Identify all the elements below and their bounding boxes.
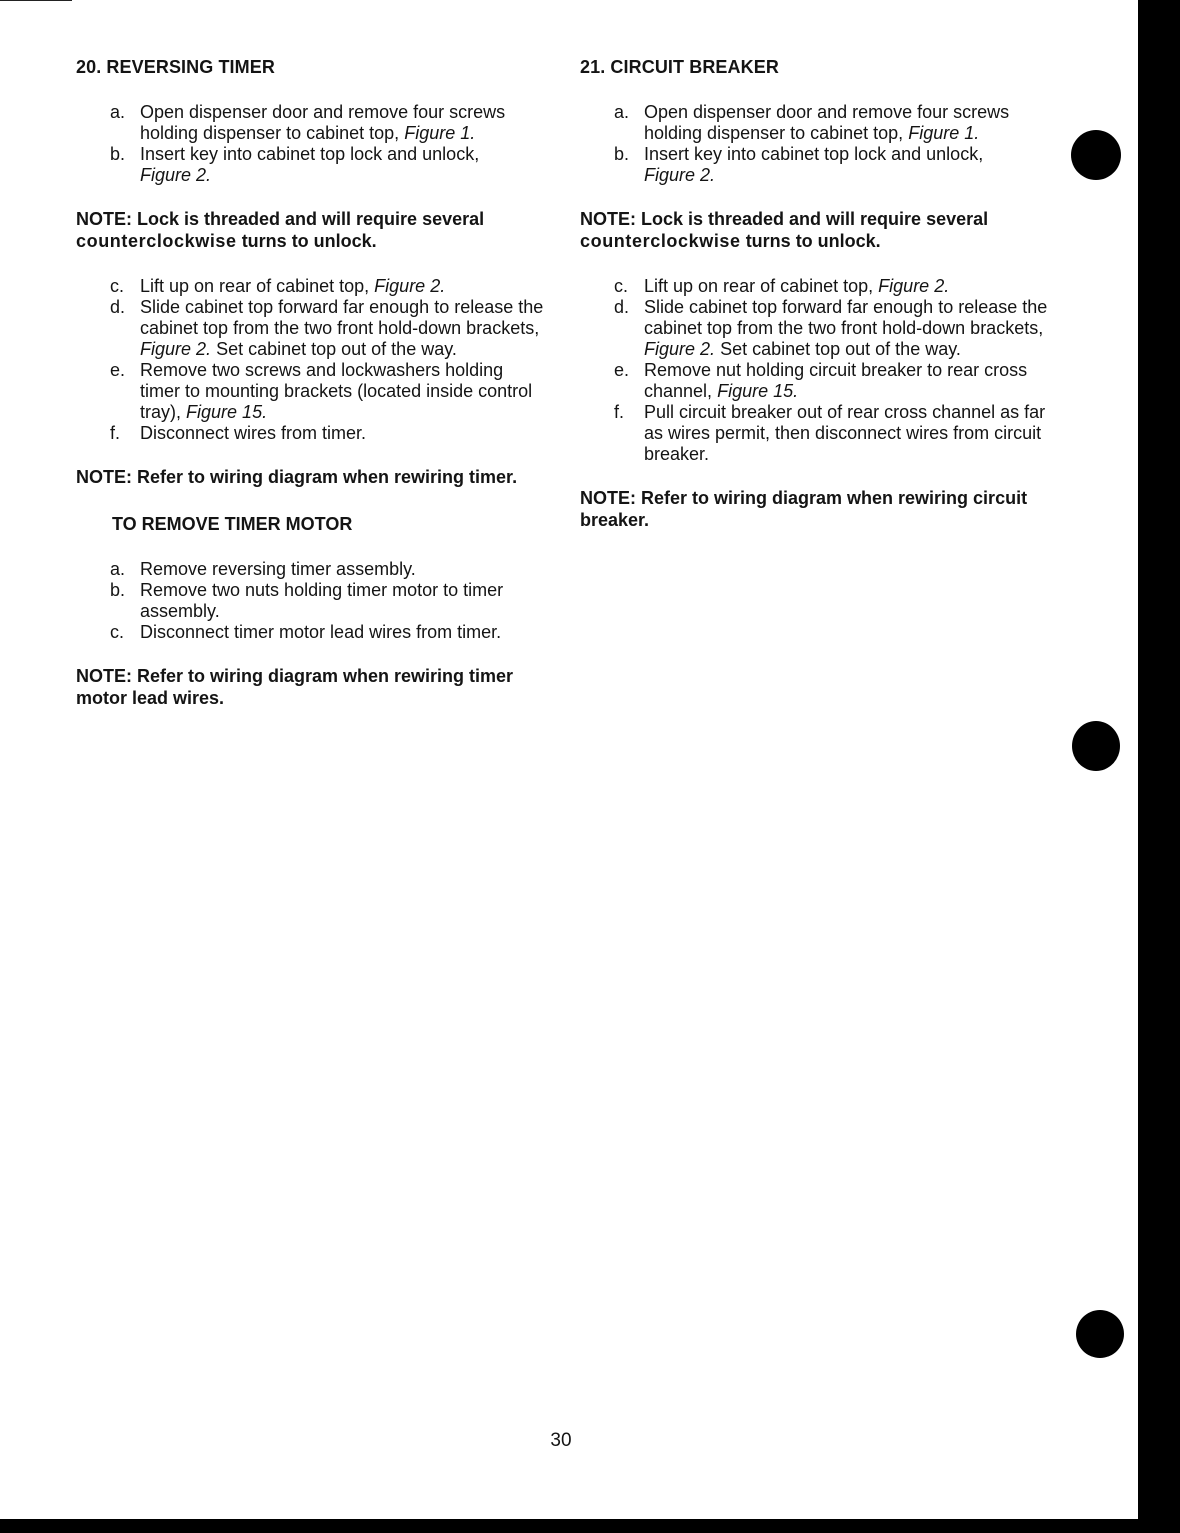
list-item: a. Open dispenser door and remove four screws holding dispenser to cabinet top, Figure 1. (110, 102, 506, 143)
binder-hole-middle (1072, 721, 1120, 771)
note-wiring-circuit-breaker: NOTE: Refer to wiring diagram when rewiring circuit breaker. (580, 488, 1028, 530)
list-item: a. Open dispenser door and remove four screws holding dispenser to cabinet top, Figure 1. (614, 102, 1010, 143)
figure-ref: Figure 15. (717, 381, 799, 401)
figure-ref: Figure 2. (374, 276, 446, 296)
list-item: c. Lift up on rear of cabinet top, Figure 2. (614, 276, 950, 296)
note-lock: NOTE: Lock is threaded and will require several counterclockwise turns to unlock. (76, 209, 485, 251)
right-column (580, 57, 1048, 555)
note-wiring-timer-motor: NOTE: Refer to wiring diagram when rewiring timer motor lead wires. (76, 666, 514, 708)
figure-ref: Figure 15. (186, 402, 268, 422)
scan-right-border (1138, 0, 1180, 1533)
list-item: f. Pull circuit breaker out of rear cross channel as far as wires permit, then disconnect wires from circuit breaker. (614, 402, 1046, 464)
figure-ref: Figure 2. (644, 339, 716, 359)
figure-ref: Figure 1. (404, 123, 476, 143)
top-edge-line (0, 0, 72, 1)
figure-ref: Figure 2. (140, 165, 212, 185)
steps-list (580, 276, 1048, 465)
steps-list (76, 102, 546, 186)
figure-ref: Figure 1. (908, 123, 980, 143)
steps-list (76, 276, 546, 444)
binder-hole-bottom (1076, 1310, 1124, 1358)
page-number: 30 (550, 1430, 572, 1451)
figure-ref: Figure 2. (140, 339, 212, 359)
list-item: a. Remove reversing timer assembly. (110, 559, 416, 579)
list-item: e. Remove nut holding circuit breaker to rear cross channel, Figure 15. (614, 360, 1028, 401)
left-column (76, 57, 546, 733)
figure-ref: Figure 2. (644, 165, 716, 185)
list-item: b. Remove two nuts holding timer motor to timer assembly. (110, 580, 504, 621)
list-item: f. Disconnect wires from timer. (110, 423, 367, 443)
list-item: c. Disconnect timer motor lead wires from timer. (110, 622, 502, 642)
note-wiring-timer: NOTE: Refer to wiring diagram when rewiring timer. (76, 467, 518, 487)
subheading-remove-timer-motor: TO REMOVE TIMER MOTOR (112, 514, 353, 534)
figure-ref: Figure 2. (878, 276, 950, 296)
binder-hole-top (1071, 130, 1121, 180)
section-heading-reversing-timer: 20. REVERSING TIMER (76, 57, 275, 77)
scan-bottom-border (0, 1519, 1180, 1533)
list-item: b. Insert key into cabinet top lock and unlock, Figure 2. (110, 144, 480, 185)
list-item: e. Remove two screws and lockwashers holding timer to mounting brackets (located inside control tray), Figure 15. (110, 360, 533, 422)
section-heading-circuit-breaker: 21. CIRCUIT BREAKER (580, 57, 779, 77)
list-item: c. Lift up on rear of cabinet top, Figure 2. (110, 276, 446, 296)
steps-list (580, 102, 1048, 186)
list-item: d. Slide cabinet top forward far enough to release the cabinet top from the two front hold-down brackets, Figure 2. Set cabinet top out of the way. (614, 297, 1048, 359)
steps-list (76, 559, 546, 643)
note-lock: NOTE: Lock is threaded and will require several counterclockwise turns to unlock. (580, 209, 989, 251)
list-item: d. Slide cabinet top forward far enough to release the cabinet top from the two front hold-down brackets, Figure 2. Set cabinet top out of the way. (110, 297, 544, 359)
list-item: b. Insert key into cabinet top lock and unlock, Figure 2. (614, 144, 984, 185)
